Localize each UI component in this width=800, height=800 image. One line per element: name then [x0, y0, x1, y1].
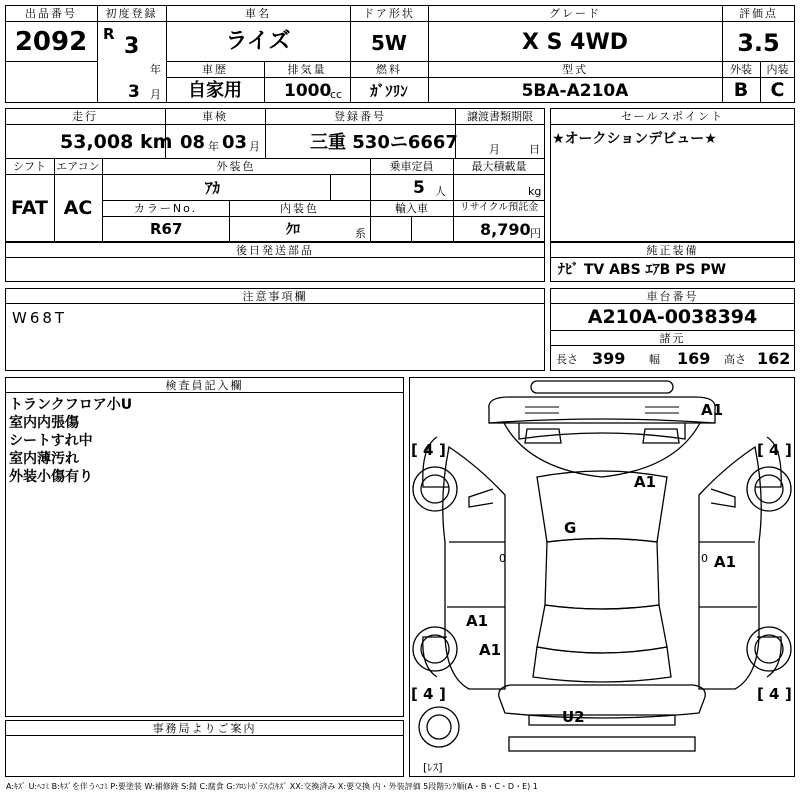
tread-rl-left-bracket: [ — [411, 685, 418, 703]
width-value: 169 — [677, 349, 711, 368]
mark-u2-rear: U2 — [562, 708, 585, 726]
transfer-day-unit: 日 — [529, 143, 540, 156]
length-label: 長さ — [556, 353, 578, 366]
mark-g-windshield: G — [564, 519, 577, 537]
later-parts-label: 後日発送部品 — [236, 244, 314, 257]
car-damage-diagram — [409, 377, 795, 777]
model-label: 型式 — [562, 63, 588, 76]
int-color-value: ｸﾛ — [286, 222, 300, 238]
tread-fr-left-bracket: [ — [757, 441, 764, 459]
tread-fr-right-bracket: ] — [785, 441, 792, 459]
color-no-value: R67 — [150, 220, 183, 238]
recycle-value: 8,790 — [480, 220, 531, 239]
note-line: 室内内張傷 — [9, 415, 79, 431]
tread-rl: 4 — [423, 685, 434, 703]
insp-year-unit: 年 — [208, 140, 219, 153]
mark-a1-left-door: A1 — [466, 612, 489, 630]
int-color-unit: 系 — [355, 227, 366, 240]
tread-fr: 4 — [769, 441, 780, 459]
capacity-unit: 人 — [435, 185, 446, 198]
tread-fl-right-bracket: ] — [439, 441, 446, 459]
year-unit: 年 — [150, 63, 161, 76]
grade-label: グレード — [549, 7, 601, 20]
options-label: 純正装備 — [646, 244, 699, 257]
spare-label: [ﾚｽ] — [423, 761, 443, 774]
inspector-notes — [9, 396, 132, 486]
tread-fl-left-bracket: [ — [411, 441, 418, 459]
model-value: 5BA-A210A — [521, 81, 629, 101]
mileage-label: 走行 — [72, 110, 98, 123]
load-unit: kg — [528, 185, 542, 198]
sales-point-text: ★オークションデビュー★ — [552, 131, 717, 147]
capacity-value: 5 — [413, 178, 425, 198]
legend-text: A:ｷｽﾞ U:ﾍｺﾐ B:ｷｽﾞを伴うﾍｺﾐ P:要塗装 W:補修跡 S:錆 C:腐食 G:ﾌﾛﾝﾄｶﾞﾗｽ点ｷｽﾞ XX:交換済み X:要交換 内・外装評価 5段階ﾗﾝｸ順(A・B・C・D・E) 1 — [6, 782, 538, 791]
door-label: ドア形状 — [363, 7, 415, 20]
load-label: 最大積載量 — [471, 160, 527, 173]
note-line: 室内薄汚れ — [9, 451, 79, 467]
km-unit: km — [140, 131, 173, 153]
month-unit: 月 — [150, 88, 161, 101]
height-label: 高さ — [724, 353, 746, 366]
tread-rl-right-bracket: ] — [439, 685, 446, 703]
plate-value: 三重 530ニ6667 — [310, 132, 458, 153]
tread-rr: 4 — [769, 685, 780, 703]
chassis-number: A210A-0038394 — [587, 306, 758, 328]
chassis-label: 車台番号 — [646, 290, 699, 303]
recycle-label: リサイクル預託金 — [459, 202, 539, 213]
int-grade-label: 内装 — [766, 63, 789, 76]
options-text: ﾅﾋﾞ TV ABS ｴｱB PS PW — [558, 262, 727, 278]
sales-point-box — [550, 108, 795, 242]
note-line: シートすれ中 — [9, 433, 93, 449]
score-value: 3.5 — [737, 29, 780, 57]
height-value: 162 — [757, 349, 791, 368]
reg-year: 3 — [124, 34, 140, 59]
ext-color-value: ｱｶ — [205, 179, 221, 197]
capacity-label: 乗車定員 — [389, 160, 434, 173]
caution-text: W68T — [12, 309, 68, 327]
mark-a1-left-rear: A1 — [479, 641, 502, 659]
grade-value: X S 4WD — [522, 30, 628, 55]
car-name-label: 車名 — [245, 7, 271, 20]
ext-grade-label: 外装 — [730, 63, 752, 76]
inspection-label: 車検 — [202, 110, 228, 123]
fuel-value: ｶﾞｿﾘﾝ — [370, 82, 408, 100]
history-label: 車歴 — [202, 63, 228, 76]
mileage-value: 53,008 — [60, 131, 134, 153]
insp-month-unit: 月 — [249, 140, 260, 153]
first-reg-label: 初度登録 — [105, 7, 158, 20]
tread-fl: 4 — [423, 441, 434, 459]
note-line: トランクフロア小U — [9, 397, 133, 413]
reg-month: 3 — [128, 82, 140, 102]
specs-label: 諸元 — [659, 332, 686, 345]
tread-rr-right-bracket: ] — [785, 685, 792, 703]
details-table — [5, 108, 545, 242]
int-color-label: 内装色 — [280, 202, 319, 215]
plate-label: 登録番号 — [334, 110, 386, 123]
door-value: 5W — [371, 31, 407, 55]
tread-rr-left-bracket: [ — [757, 685, 764, 703]
office-label: 事務局よりご案内 — [152, 722, 257, 735]
inspector-label: 検査員記入欄 — [165, 379, 244, 392]
door-zero-left: 0 — [499, 552, 506, 565]
width-label: 幅 — [649, 353, 660, 366]
sales-point-label: セールスポイント — [620, 110, 724, 123]
mark-a1-top: A1 — [701, 401, 724, 419]
insp-year: 08 — [180, 132, 206, 153]
int-grade: C — [770, 79, 785, 101]
length-value: 399 — [592, 349, 626, 368]
color-no-label: カラーNo. — [133, 202, 198, 215]
fuel-label: 燃料 — [376, 63, 402, 76]
car-name: ライズ — [225, 29, 291, 54]
lot-label: 出品番号 — [25, 7, 77, 20]
ac-label: エアコン — [56, 160, 100, 173]
import-label: 輸入車 — [395, 202, 428, 215]
mark-a1-hood: A1 — [634, 473, 657, 491]
score-label: 評価点 — [739, 7, 778, 20]
shift-label: シフト — [13, 160, 46, 173]
door-zero-right: 0 — [701, 552, 708, 565]
ext-grade: B — [733, 79, 749, 101]
era: R — [103, 25, 115, 43]
lot-number: 2092 — [14, 27, 88, 57]
ac-value: AC — [63, 197, 93, 219]
note-line: 外装小傷有り — [9, 469, 93, 485]
mark-a1-right: A1 — [714, 553, 737, 571]
cc-unit: cc — [330, 88, 343, 101]
shift-value: FAT — [11, 197, 48, 219]
transfer-label: 譲渡書類期限 — [467, 110, 533, 123]
history-value: 自家用 — [188, 80, 242, 101]
transfer-month-unit: 月 — [489, 143, 500, 156]
ext-color-label: 外装色 — [216, 160, 256, 173]
displacement-value: 1000 — [284, 81, 332, 101]
caution-label: 注意事項欄 — [242, 290, 308, 303]
insp-month: 03 — [222, 132, 248, 153]
recycle-unit: 円 — [530, 227, 541, 240]
displacement-label: 排気量 — [287, 63, 327, 76]
